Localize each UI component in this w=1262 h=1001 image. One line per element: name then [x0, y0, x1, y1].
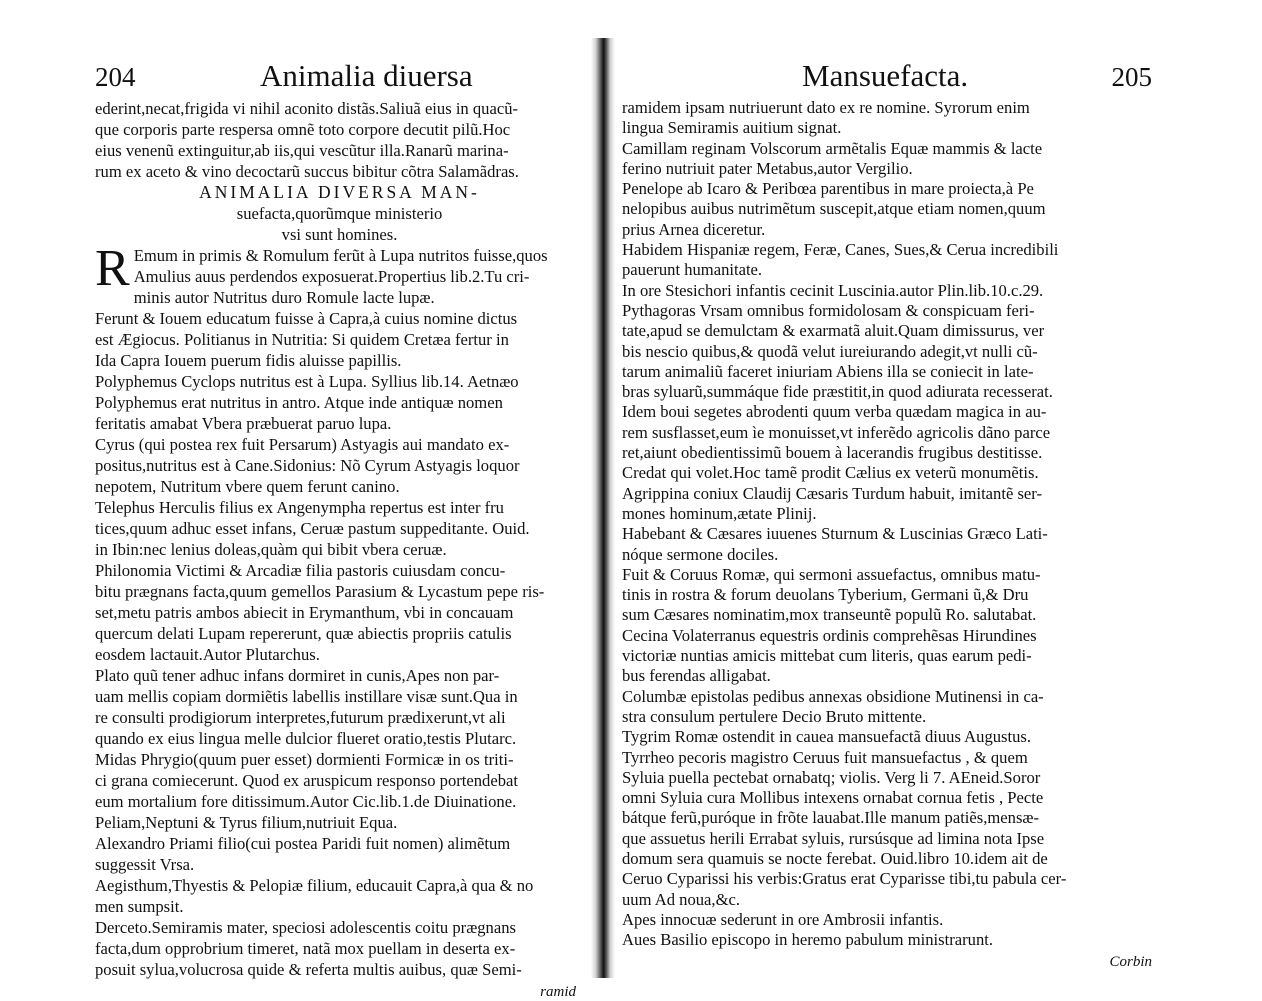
text-line: Habebant & Cæsares iuuenes Sturnum & Luscinias Græco Lati-	[622, 524, 1048, 544]
text-block	[95, 240, 584, 980]
text-line: Cecina Volaterranus equestris ordinis comprehẽsas Hirundines	[622, 625, 1037, 645]
text-line: Cyrus (qui postea rex fuit Persarum) Astyagis aui mandato ex-	[95, 435, 510, 454]
text-line: que assuetus herili Errabat syluis, rursúsque ad limina nota Ipse	[622, 828, 1045, 848]
text-line: posuit sylua,volucrosa quide & referta multis auibus, quæ Semi-	[95, 960, 522, 979]
text-block	[95, 98, 584, 182]
text-line: Penelope ab Icaro & Peribœa parentibus in mare proiecta,à Pe	[622, 179, 1034, 199]
drop-cap: R	[95, 240, 130, 297]
text-line: mones hominum,ætate Plinij.	[622, 503, 817, 523]
text-line: Fuit & Coruus Romæ, qui sermoni assuefactus, omnibus matu-	[622, 564, 1041, 584]
text-line: que corporis parte respersa omnẽ toto corpore decutit pilũ.Hoc	[95, 120, 511, 139]
text-line: domum sera quamuis se nocte ferebat. Ouid.libro 10.idem ait de	[622, 848, 1048, 868]
running-title: Mansuefacta.	[802, 58, 969, 93]
text-line: bitu prægnans facta,quum gemellos Parasium & Lycastum pepe ris-	[95, 582, 545, 601]
text-line: Camillam reginam Volscorum armẽtalis Equæ mammis & lacte	[622, 138, 1043, 158]
text-line: set,metu patris ambos abiecit in Erymanthum, vbi in concauam	[95, 603, 514, 622]
text-line: feritatis amabat Vbera præbuerat paruo lupa.	[95, 414, 392, 433]
section-title-line: vsi sunt homines.	[281, 225, 398, 244]
catchword: ramid	[540, 984, 576, 1000]
text-line: tate,apud se demulctam & exarmatã aluit.Quam dimissurus, ver	[622, 321, 1045, 341]
text-line: Telephus Herculis filius ex Angenympha repertus est inter fru	[95, 498, 504, 517]
text-line: suggessit Vrsa.	[95, 855, 195, 874]
text-line: prius Arnea diceretur.	[622, 219, 766, 239]
text-line: Columbæ epistolas pedibus annexas obsidione Mutinensi in ca-	[622, 686, 1044, 706]
section-title-line: suefacta,quorũmque ministerio	[236, 204, 443, 223]
text-line: ferino nutriuit pater Metabus,autor Vergilio.	[622, 158, 913, 178]
text-line: bras syluarũ,summáque fide præstitit,in quod adiurata recesserat.	[622, 382, 1053, 402]
text-line: Apes innocuæ sederunt in ore Ambrosii infantis.	[622, 909, 944, 929]
text-line: Credat qui volet.Hoc tamẽ prodit Cælius ex veterũ monumẽtis.	[622, 463, 1039, 483]
text-line: uam mellis copiam dormiẽtis labellis instillare visæ sunt.Qua in	[95, 687, 518, 706]
text-line: Ceruo Cyparissi his verbis:Gratus erat Cyparisse tibi,tu pabula cer-	[622, 869, 1067, 889]
text-line: Ferunt & Iouem educatum fuisse à Capra,à cuius nomine dictus	[95, 309, 518, 328]
text-line: ret,aiunt obedientissimũ bouem à lacerandis frugibus destitisse.	[622, 443, 1043, 463]
text-line: ci grana comiecerunt. Quod ex aruspicum responso portendebat	[95, 771, 518, 790]
text-line: lingua Semiramis auitium signat.	[622, 118, 842, 138]
text-line: tarum animaliũ faceret iniuriam Abiens illa se coniecit in late-	[622, 361, 1034, 381]
text-line: est Ægiocus. Politianus in Nutritia: Si quidem Cretæa fertur in	[95, 330, 509, 349]
text-line: re consulti prodigiorum interpretes,futurum prædixerunt,vt ali	[95, 708, 506, 727]
text-line: men sumpsit.	[95, 897, 184, 916]
text-line: tinis in rostra & forum deuolans Tyberium, Germani ũ,& Dru	[622, 585, 1029, 605]
text-line: Tyrrheo pecoris magistro Ceruus fuit mansuefactus , & quem	[622, 747, 1028, 767]
text-line: ramidem ipsam nutriuerunt dato ex re nomine. Syrorum enim	[622, 98, 1030, 117]
text-line: uum Ad noua,&c.	[622, 889, 740, 909]
text-line: Plato quũ tener adhuc infans dormiret in cunis,Apes non par-	[95, 666, 500, 685]
text-line: Peliam,Neptuni & Tyrus filium,nutriuit Equa.	[95, 813, 398, 832]
text-line: minis autor Nutritus duro Romule lacte lupæ.	[133, 288, 435, 307]
text-line: omni Syluia cura Mollibus intexens ornabat cornua fetis , Pecte	[622, 788, 1044, 808]
text-line: Tygrim Romæ ostendit in cauea mansuefactã diuus Augustus.	[622, 727, 1032, 747]
catchword: Corbin	[1109, 954, 1152, 971]
text-line: rum ex aceto & vino decoctarũ succus bibitur cõtra Salamãdras.	[95, 162, 519, 181]
text-line: facta,dum opprobrium timeret, natã mox puellam in deserta ex-	[95, 939, 516, 958]
text-line: bátque ferũ,puróque in frõte lauabat.Ille manum patiẽs,mensæ-	[622, 808, 1040, 828]
text-line: Aegisthum,Thyestis & Pelopiæ filium, educauit Capra,à qua & no	[95, 876, 534, 895]
text-line: sum Cæsares nominatim,mox transeuntẽ populũ Ro. salutabat.	[622, 605, 1037, 625]
text-line: in Ibin:nec lenius doleas,quàm qui bibit vbera ceruæ.	[95, 540, 447, 559]
text-line: Derceto.Semiramis mater, speciosi adolescentis coitu prægnans	[95, 918, 516, 937]
text-line: Polyphemus Cyclops nutritus est à Lupa. Syllius lib.14. Aetnæo	[95, 372, 519, 391]
text-line: Idem boui segetes abrodenti quum verba quædam magica in au-	[622, 402, 1047, 422]
running-head	[95, 58, 584, 98]
text-line: Pythagoras Vrsam omnibus formidolosam & conspicuam feri-	[622, 300, 1035, 320]
text-line: Emum in primis & Romulum ferũt à Lupa nutritos fuisse,quos	[133, 246, 548, 265]
running-title: Animalia diuersa	[260, 58, 473, 93]
text-line: positus,nutritus est à Cane.Sidonius: Nõ Cyrum Astyagis loquor	[95, 456, 520, 475]
text-line: bus ferendas alligabat.	[622, 666, 771, 686]
section-title-line: ANIMALIA DIVERSA MAN-	[199, 182, 480, 202]
text-line: Midas Phrygio(quum puer esset) dormienti Formicæ in os triti-	[95, 750, 514, 769]
text-line: nóque sermone dociles.	[622, 544, 779, 564]
text-line: eosdem lactauit.Autor Plutarchus.	[95, 645, 320, 664]
right-page	[612, 0, 1262, 1000]
text-line: nepotem, Nutritum vbere quem ferunt canino.	[95, 477, 400, 496]
text-line: nelopibus auibus nutrimẽtum suscepit,atque etiam nomen,quum	[622, 199, 1046, 219]
text-line: quercum delati Lupam repererunt, quæ abiectis propriis catulis	[95, 624, 512, 643]
text-line: tices,quum adhuc esset infans, Ceruæ pastum suppeditante. Ouid.	[95, 519, 530, 538]
text-line: Agrippina coniux Claudij Cæsaris Turdum habuit, imitantẽ ser-	[622, 483, 1043, 503]
text-line: In ore Stesichori infantis cecinit Luscinia.autor Plin.lib.10.c.29.	[622, 280, 1044, 300]
text-line: Syluia puella pectebat ornabatq; violis. Verg li 7. AEneid.Soror	[622, 767, 1041, 787]
left-page	[0, 0, 600, 1000]
text-line: eum mortalium fore ditissimum.Autor Cic.lib.1.de Diuinatione.	[95, 792, 517, 811]
page-number: 205	[1111, 62, 1152, 92]
page-number: 204	[95, 62, 136, 92]
text-line: Aues Basilio episcopo in heremo pabulum ministrarunt.	[622, 930, 993, 950]
text-line: victoriæ nuntias amicis mittebat cum literis, quas earum pedi-	[622, 646, 1032, 666]
text-block	[622, 98, 1152, 950]
text-line: quando ex eius lingua melle dulcior flueret oratio,testis Plutarc.	[95, 729, 517, 748]
text-line: eius venenũ extinguitur,ab iis,qui vescũtur illa.Ranarũ marina-	[95, 141, 509, 160]
running-head	[622, 58, 1152, 98]
text-line: Habidem Hispaniæ regem, Feræ, Canes, Sues,& Cerua incredibili	[622, 240, 1059, 260]
text-line: Amulius auus perdendos exposuerat.Propertius lib.2.Tu cri-	[133, 267, 530, 286]
text-line: Ida Capra Iouem puerum fidis aluisse papillis.	[95, 351, 402, 370]
text-line: ederint,necat,frigida vi nihil aconito distãs.Saliuã eius in quacũ-	[95, 99, 519, 118]
text-line: bis nescio quibus,& quodã velut iureiurando adegit,vt nulli cũ-	[622, 341, 1038, 361]
text-line: Polyphemus erat nutritus in antro. Atque inde antiquæ nomen	[95, 393, 503, 412]
text-line: Philonomia Victimi & Arcadiæ filia pastoris cuiusdam concu-	[95, 561, 506, 580]
text-line: Alexandro Priami filio(cui postea Paridi fuit nomen) alimẽtum	[95, 834, 511, 853]
text-line: rem susflasset,eum ìe monuisset,vt inferẽdo agricolis dãno parce	[622, 422, 1051, 442]
text-line: pauerunt humanitate.	[622, 260, 763, 280]
text-line: stra consulum pertulere Decio Bruto mittente.	[622, 706, 927, 726]
